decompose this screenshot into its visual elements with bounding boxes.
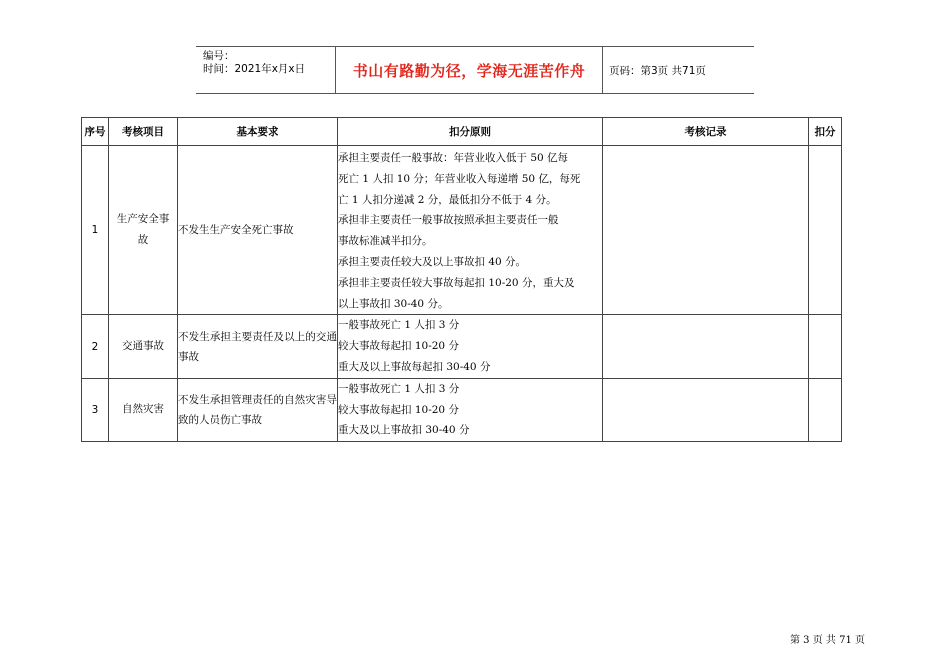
rule-line: 事故标准减半扣分。 bbox=[338, 235, 433, 248]
rule-line: 承担主要责任较大及以上事故扣 40 分。 bbox=[338, 255, 527, 268]
row-record bbox=[603, 146, 809, 315]
table-row bbox=[82, 146, 842, 315]
assessment-table bbox=[81, 117, 842, 442]
page-header bbox=[196, 46, 754, 94]
row-rules bbox=[338, 146, 603, 315]
header-page-info: 页码：第3页 共71页 bbox=[609, 64, 706, 77]
row-item: 交通事故 bbox=[109, 315, 178, 378]
row-requirement: 不发生承担管理责任的自然灾害导致的人员伤亡事故 bbox=[178, 378, 338, 441]
table-row bbox=[82, 315, 842, 378]
rule-line: 承担主要责任一般事故：年营业收入低于 50 亿每 bbox=[338, 152, 569, 164]
rule-line: 一般事故死亡 1 人扣 3 分 bbox=[338, 319, 460, 332]
rule-line: 一般事故死亡 1 人扣 3 分 bbox=[338, 382, 460, 395]
rule-line: 亡 1 人扣分递减 2 分，最低扣分不低于 4 分。 bbox=[338, 193, 557, 206]
row-rules bbox=[338, 378, 603, 441]
rule-line: 承担非主要责任较大事故每起扣 10-20 分，重大及 bbox=[338, 276, 575, 289]
row-score bbox=[809, 315, 842, 378]
row-score bbox=[809, 378, 842, 441]
rule-line: 死亡 1 人扣 10 分；年营业收入每递增 50 亿，每死 bbox=[338, 172, 581, 185]
col-header-record: 考核记录 bbox=[603, 118, 809, 146]
col-header-requirement: 基本要求 bbox=[178, 118, 338, 146]
header-meta bbox=[196, 47, 336, 93]
rule-line: 承担非主要责任一般事故按照承担主要责任一般 bbox=[338, 214, 559, 227]
row-item-text: 生产安全事故 bbox=[116, 213, 170, 247]
row-num: 3 bbox=[82, 378, 109, 441]
col-header-num: 序号 bbox=[82, 118, 109, 146]
rule-line: 较大事故每起扣 10-20 分 bbox=[338, 340, 459, 353]
row-score bbox=[809, 146, 842, 315]
table-header-row bbox=[82, 118, 842, 146]
rule-line: 重大及以上事故每起扣 30-40 分 bbox=[338, 360, 491, 373]
table-row bbox=[82, 378, 842, 441]
time-label: 时间：2021年x月x日 bbox=[203, 63, 306, 75]
row-num: 2 bbox=[82, 315, 109, 378]
rule-line: 较大事故每起扣 10-20 分 bbox=[338, 403, 459, 416]
number-label: 编号： bbox=[203, 50, 235, 62]
row-requirement: 不发生承担主要责任及以上的交通事故 bbox=[178, 315, 338, 378]
col-header-rules: 扣分原则 bbox=[338, 118, 603, 146]
header-motto: 书山有路勤为径，学海无涯苦作舟 bbox=[336, 47, 603, 93]
col-header-item: 考核项目 bbox=[109, 118, 178, 146]
row-record bbox=[603, 315, 809, 378]
rule-line: 重大及以上事故扣 30-40 分 bbox=[338, 424, 470, 437]
page-footer: 第 3 页 共 71 页 bbox=[790, 635, 865, 646]
col-header-score: 扣分 bbox=[809, 118, 842, 146]
row-record bbox=[603, 378, 809, 441]
rule-line: 以上事故扣 30-40 分。 bbox=[338, 297, 449, 310]
row-num: 1 bbox=[82, 146, 109, 315]
row-item: 自然灾害 bbox=[109, 378, 178, 441]
row-rules bbox=[338, 315, 603, 378]
row-requirement: 不发生生产安全死亡事故 bbox=[178, 146, 338, 315]
row-item bbox=[109, 146, 178, 315]
